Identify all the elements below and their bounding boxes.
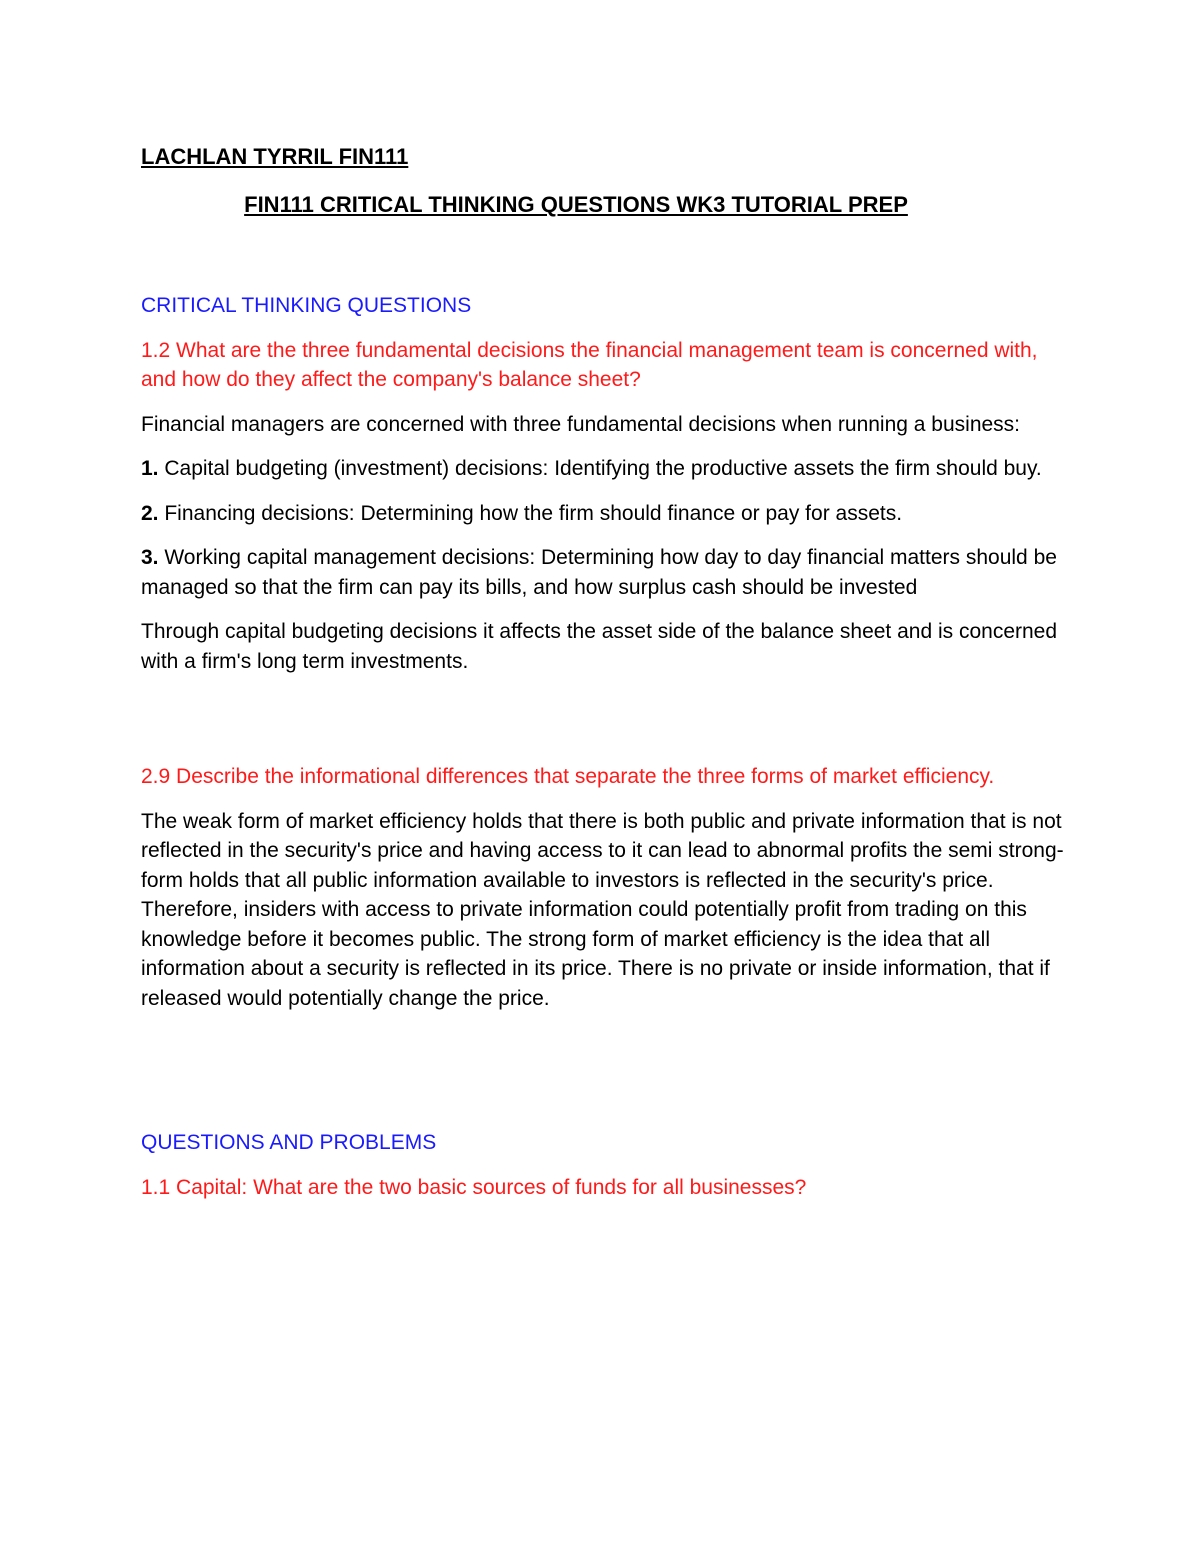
- list-item-number: 1.: [141, 457, 159, 480]
- list-item-number: 3.: [141, 546, 159, 569]
- list-item-3: [141, 543, 1071, 602]
- answer-intro: Financial managers are concerned with three fundamental decisions when running a business:: [141, 412, 1021, 436]
- question-1-1: 1.1 Capital: What are the two basic sources of funds for all businesses?: [141, 1175, 807, 1199]
- list-item-number: 2.: [141, 501, 159, 525]
- section-heading-critical-thinking: CRITICAL THINKING QUESTIONS: [141, 294, 472, 317]
- list-item-1: [141, 454, 1071, 484]
- list-item-text: Financing decisions: Determining how the firm should finance or pay for assets.: [158, 501, 903, 525]
- answer-market-efficiency: The weak form of market efficiency holds that there is both public and private information that is not reflected in the security's price and having access to it can lead to abnormal profits the semi strong-form holds that all public information available to investors is reflected in the security's price. Therefore, insiders with access to private information could potentially profit from trading on this knowledge before it becomes public. The strong form of market efficiency is the idea that all information about a security is reflected in its price. There is no private or inside information, that if released would potentially change the price.: [141, 809, 1064, 1010]
- list-item-2: [141, 499, 1071, 529]
- answer-conclusion: Through capital budgeting decisions it affects the asset side of the balance sheet and is concerned with a firm's long term investments.: [141, 620, 1058, 673]
- list-item-text: Capital budgeting (investment) decisions: Identifying the productive assets the firm should buy.: [158, 457, 1042, 480]
- document-body: [141, 142, 1071, 1202]
- author-line: LACHLAN TYRRIL FIN111: [141, 144, 409, 169]
- section-heading-questions-problems: QUESTIONS AND PROBLEMS: [141, 1131, 437, 1154]
- question-2-9: 2.9 Describe the informational differences that separate the three forms of market efficiency.: [141, 765, 995, 788]
- document-title: FIN111 CRITICAL THINKING QUESTIONS WK3 TUTORIAL PREP: [244, 192, 908, 217]
- list-item-text: Working capital management decisions: Determining how day to day financial matters should be managed so that the firm can pay its bills, and how surplus cash should be invested: [141, 546, 1057, 599]
- question-1-2: 1.2 What are the three fundamental decisions the financial management team is concerned with, and how do they affect the company's balance sheet?: [141, 338, 1038, 391]
